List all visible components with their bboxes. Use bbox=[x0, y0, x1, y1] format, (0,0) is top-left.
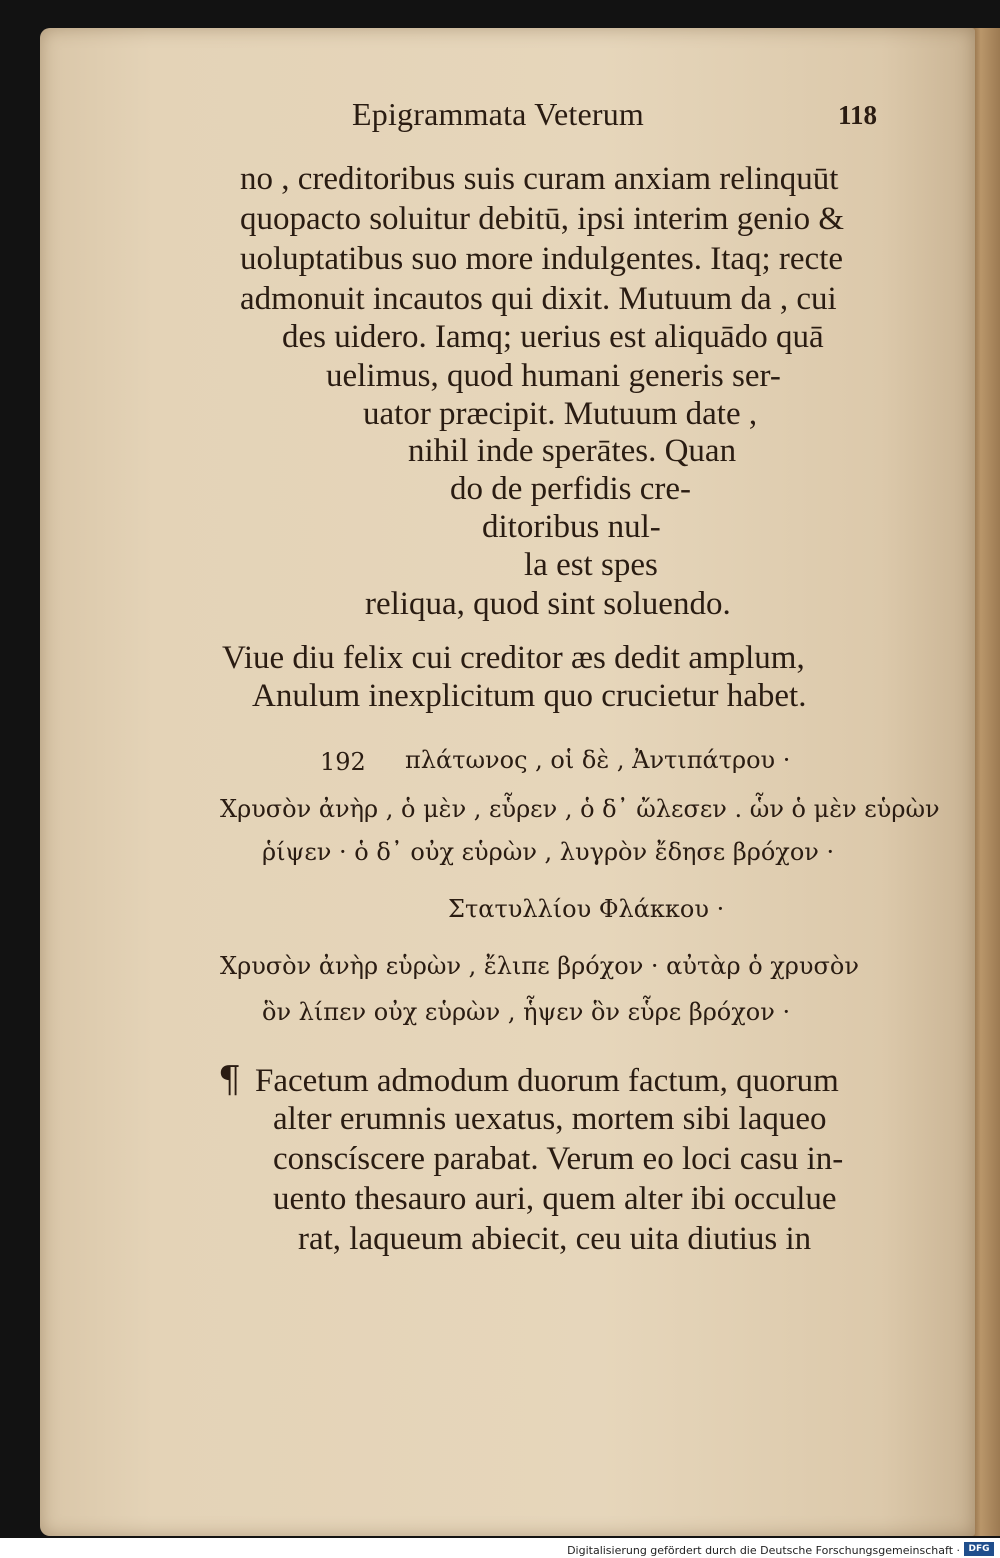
verse-line: Anulum inexplicitum quo crucietur habet. bbox=[252, 678, 807, 714]
greek-line: Χρυσὸν ἀνὴρ εὑρὼν , ἔλιπε βρόχον · αὐτὰρ ὁ χρυσὸν bbox=[220, 952, 859, 980]
page-number: 118 bbox=[838, 100, 878, 130]
verse-line: Viue diu felix cui creditor æs dedit amplum, bbox=[222, 640, 805, 676]
prose-line: no , creditoribus suis curam anxiam relinquūt bbox=[240, 161, 839, 197]
commentary-line: rat, laqueum abiecit, ceu uita diutius in bbox=[298, 1221, 812, 1257]
greek-line: ῥίψεν · ὁ δ᾽ οὐχ εὑρὼν , λυγρὸν ἔδησε βρόχον · bbox=[262, 838, 835, 866]
prose-line: nihil inde sperātes. Quan bbox=[408, 433, 737, 469]
greek-line: Χρυσὸν ἀνὴρ , ὁ μὲν , εὗρεν , ὁ δ᾽ ὤλεσεν . ὧν ὁ μὲν εὑρὼν bbox=[220, 795, 940, 823]
prose-line: ditoribus nul- bbox=[482, 509, 661, 545]
prose-line: reliqua, quod sint soluendo. bbox=[365, 586, 731, 622]
prose-line: uoluptatibus suo more indulgentes. Itaq; recte bbox=[240, 241, 844, 277]
greek-line: ὃν λίπεν οὐχ εὑρὼν , ἧψεν ὃν εὗρε βρόχον · bbox=[262, 998, 791, 1026]
epigram-heading: πλάτωνος , οἱ δὲ , Ἀντιπάτρου · bbox=[405, 746, 791, 774]
prose-line: quopacto soluitur debitū, ipsi interim genio & bbox=[240, 201, 845, 237]
footer-credit: Digitalisierung gefördert durch die Deutsche Forschungsgemeinschaft · bbox=[567, 1544, 960, 1557]
epigram-number: 192 bbox=[320, 748, 366, 776]
pilcrow-mark: ¶ bbox=[218, 1060, 241, 1101]
prose-line: uator præcipit. Mutuum date , bbox=[363, 396, 758, 432]
commentary-line: Facetum admodum duorum factum, quorum bbox=[255, 1063, 839, 1099]
commentary-line: conscíscere parabat. Verum eo loci casu in- bbox=[273, 1141, 844, 1177]
prose-line: uelimus, quod humani generis ser- bbox=[326, 358, 781, 394]
dfg-logo: DFG bbox=[964, 1542, 994, 1556]
epigram-heading: Στατυλλίου Φλάκκου · bbox=[448, 895, 725, 923]
prose-line: des uidero. Iamq; uerius est aliquādo quā bbox=[282, 319, 824, 355]
commentary-line: alter erumnis uexatus, mortem sibi laqueo bbox=[273, 1101, 827, 1137]
commentary-line: uento thesauro auri, quem alter ibi occulue bbox=[273, 1181, 837, 1217]
prose-line: la est spes bbox=[524, 547, 658, 583]
running-header: Epigrammata Veterum bbox=[352, 96, 645, 132]
prose-line: admonuit incautos qui dixit. Mutuum da , cui bbox=[240, 281, 837, 317]
prose-line: do de perfidis cre- bbox=[450, 471, 691, 507]
